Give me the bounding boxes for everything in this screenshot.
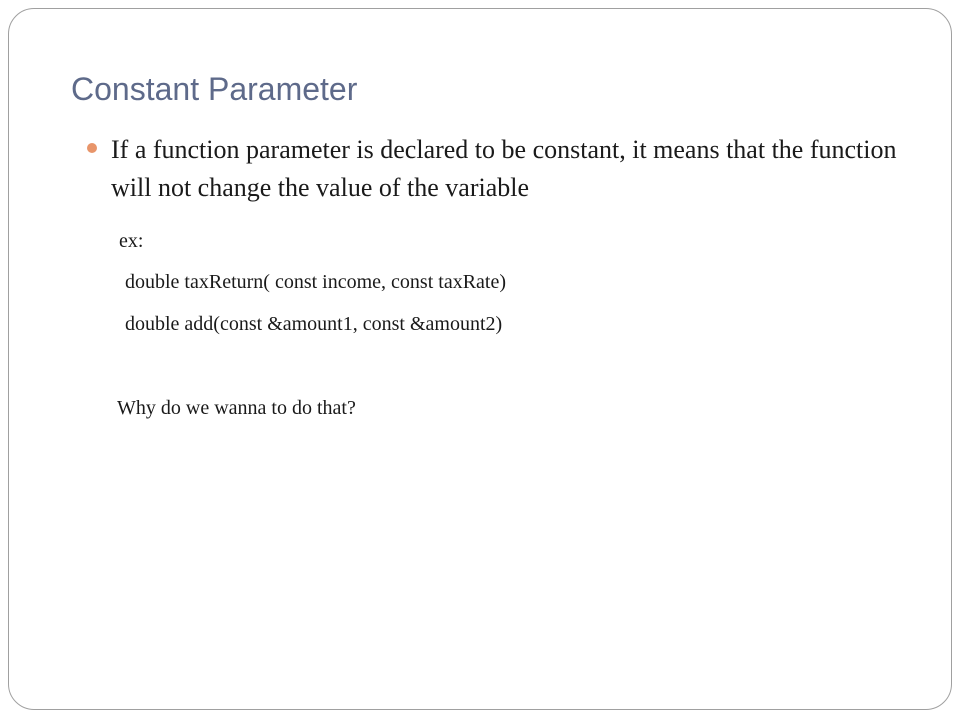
code-line: double taxReturn( const income, const taxRate) xyxy=(125,271,507,293)
question-text: Why do we wanna to do that? xyxy=(117,397,356,419)
code-line: double add(const &amount1, const &amount2) xyxy=(125,313,503,335)
example-label: ex: xyxy=(119,230,144,252)
bullet-dot-icon xyxy=(87,143,97,153)
slide-frame xyxy=(8,8,952,710)
bullet-text: If a function parameter is declared to be constant, it means that the function will not change the value of the variable xyxy=(111,135,897,202)
slide-title: Constant Parameter xyxy=(71,71,358,107)
